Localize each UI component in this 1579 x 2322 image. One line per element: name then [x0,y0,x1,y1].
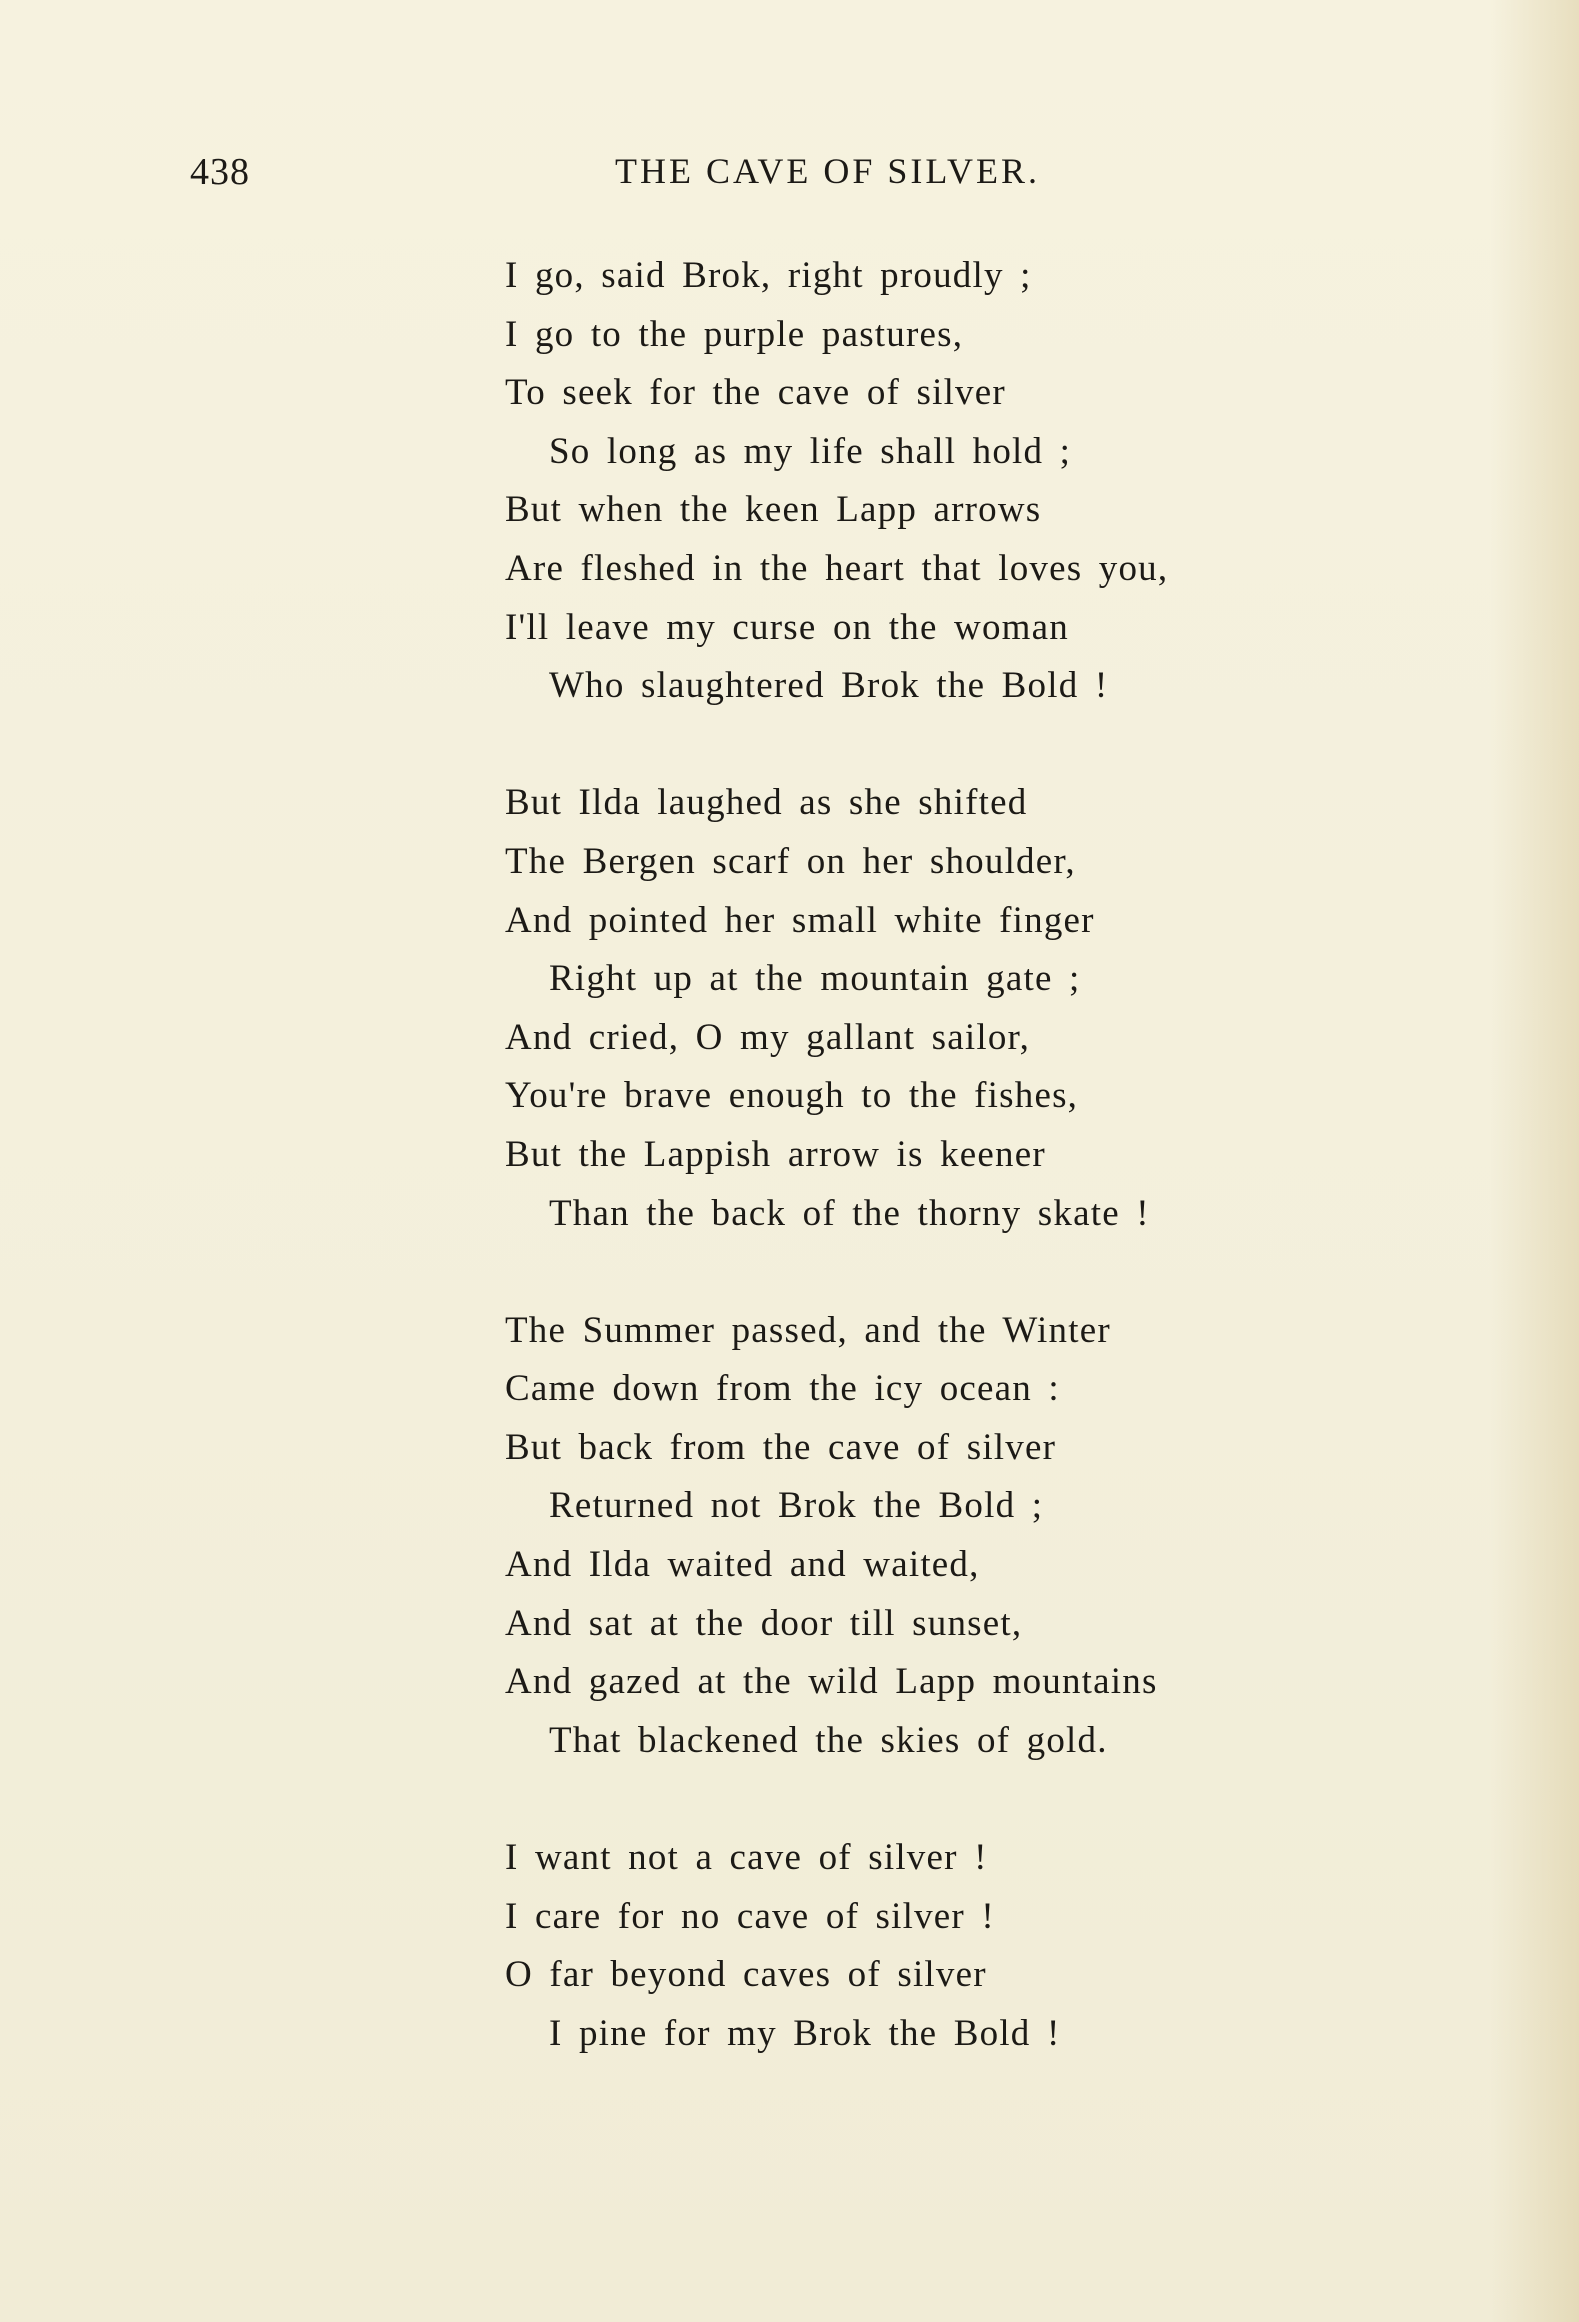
poem-line: Right up at the mountain gate ; [549,958,1081,1000]
stanza-2 [505,774,1565,1243]
poem-line: Are fleshed in the heart that loves you, [505,547,1169,589]
stanza-1 [505,247,1565,716]
poem-line: You're brave enough to the fishes, [505,1075,1079,1117]
poem-line: And cried, O my gallant sailor, [505,1016,1031,1058]
page-header [0,150,1579,210]
poem-line: I care for no cave of silver ! [505,1895,995,1937]
poem-line: Who slaughtered Brok the Bold ! [549,665,1109,707]
poem-line: But back from the cave of silver [505,1426,1057,1468]
poem-line: The Summer passed, and the Winter [505,1309,1111,1351]
poem-line: I pine for my Brok the Bold ! [549,2012,1061,2054]
poem-line: But the Lappish arrow is keener [505,1133,1046,1175]
running-title: THE CAVE OF SILVER. [615,151,1041,191]
poem-line: But when the keen Lapp arrows [505,489,1042,531]
poem-line: The Bergen scarf on her shoulder, [505,840,1076,882]
poem-line: But Ilda laughed as she shifted [505,782,1028,824]
stanza-4 [505,1829,1565,2063]
poem-line: So long as my life shall hold ; [549,430,1072,472]
stanza-3 [505,1302,1565,1771]
poem-line: To seek for the cave of silver [505,372,1006,414]
poem-line: And sat at the door till sunset, [505,1602,1023,1644]
poem-line: I want not a cave of silver ! [505,1837,988,1879]
poem-line: That blackened the skies of gold. [549,1719,1108,1761]
poem-line: I go, said Brok, right proudly ; [505,255,1032,296]
poem-line: Came down from the icy ocean : [505,1368,1060,1410]
poem-line: I go to the purple pastures, [505,313,964,355]
page-number: 438 [190,151,250,193]
poem-line: Returned not Brok the Bold ; [549,1485,1044,1527]
poem-line: And pointed her small white finger [505,899,1095,941]
poem-line: And gazed at the wild Lapp mountains [505,1661,1158,1703]
poem-line: I'll leave my curse on the woman [505,606,1069,648]
poem-line: Than the back of the thorny skate ! [549,1192,1150,1234]
poem-line: And Ilda waited and waited, [505,1544,980,1586]
poem-body [505,247,1565,2122]
poem-line: O far beyond caves of silver [505,1954,987,1996]
